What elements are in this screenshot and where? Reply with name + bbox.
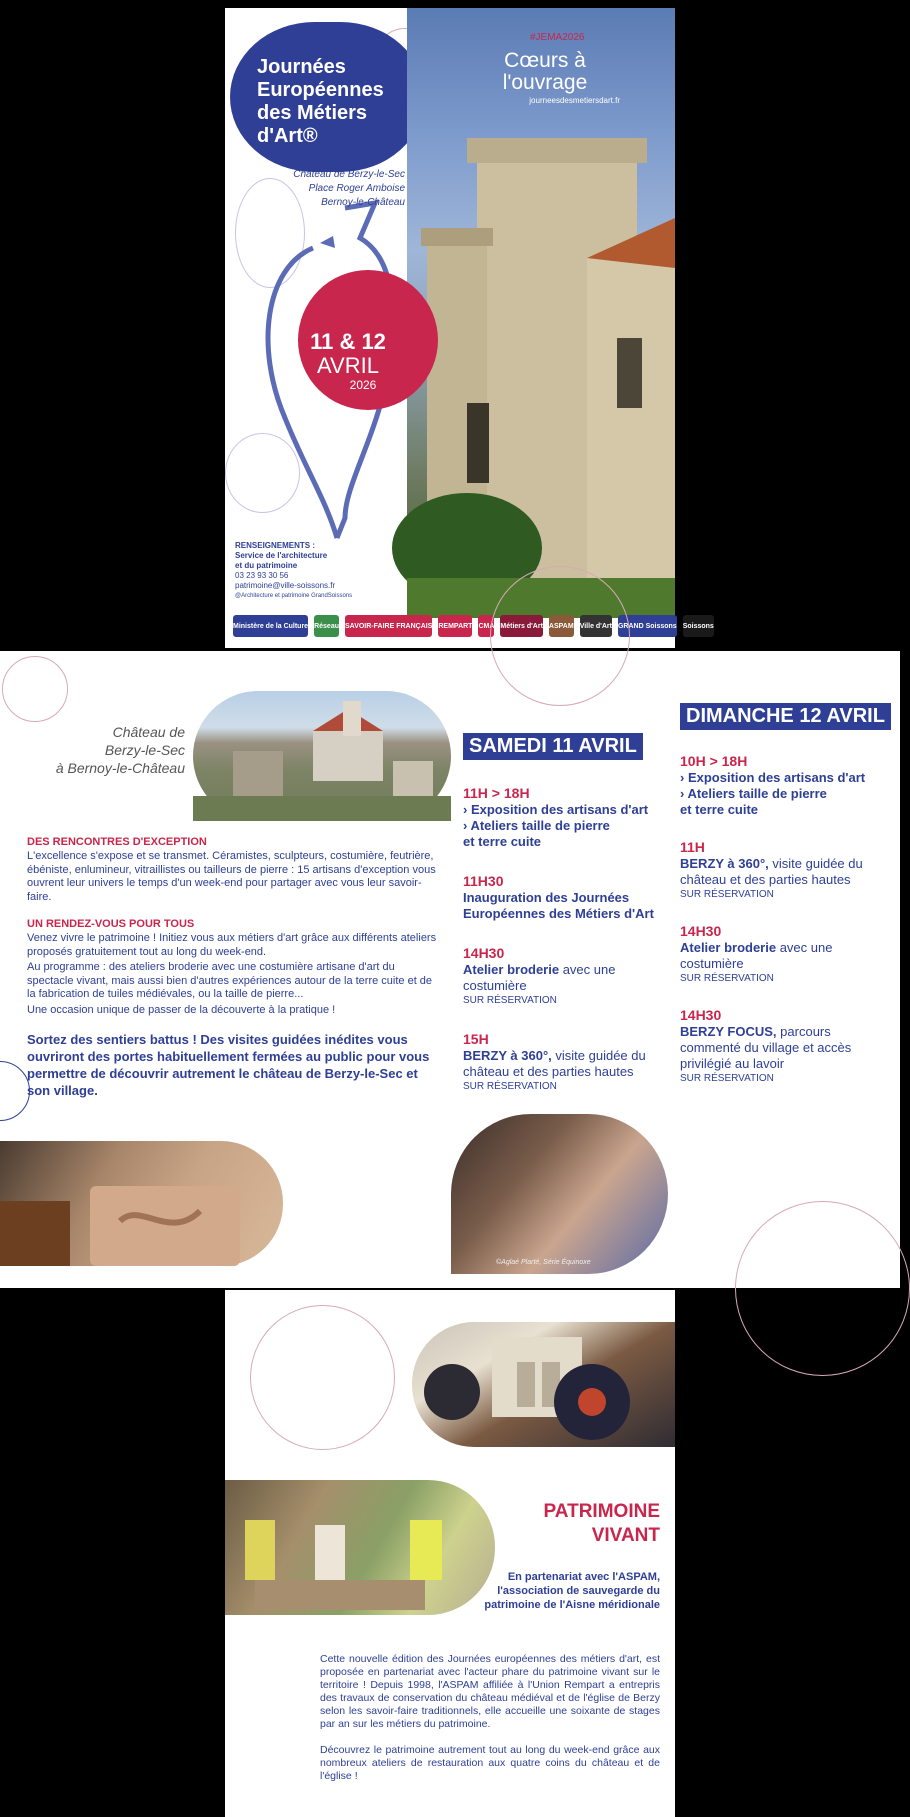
heritage-page <box>225 1290 675 1817</box>
address-line: Bernoy-le-Château <box>321 197 405 208</box>
event-line: › Ateliers taille de pierre <box>680 786 827 801</box>
contact-heading: Service de l'architecture <box>235 551 328 560</box>
event-detail: visite guidée du château et des parties hautes <box>463 1048 646 1079</box>
schedule-event <box>680 922 895 986</box>
contact-heading: et du patrimoine <box>235 561 298 570</box>
partner-logo: Ministère de la Culture <box>233 615 308 637</box>
event-line: et terre cuite <box>680 802 759 817</box>
event-line: › Exposition des artisans d'art <box>680 770 866 785</box>
event-time: 11H30 <box>463 873 504 889</box>
schedule-event <box>463 944 678 1008</box>
event-detail: avec une costumière <box>463 962 616 993</box>
caption-line: Château de <box>112 724 185 740</box>
caption-line: à Bernoy-le-Château <box>55 760 185 776</box>
title-line: Journées <box>257 56 346 78</box>
saturday-schedule <box>463 733 678 1116</box>
schedule-event <box>680 1006 895 1086</box>
event-time: 14H30 <box>680 1007 722 1023</box>
reservation-note: SUR RÉSERVATION <box>680 1073 774 1084</box>
heritage-body <box>320 1653 660 1796</box>
event-description <box>463 1048 678 1080</box>
contact-info <box>235 541 352 601</box>
title-line: PATRIMOINE <box>543 1501 660 1522</box>
castle-aerial-photo <box>193 691 451 821</box>
castle-caption <box>45 723 185 777</box>
partner-logo: SAVOIR-FAIRE FRANÇAIS <box>345 615 432 637</box>
partner-logo: REMPART <box>438 615 472 637</box>
decorative-circle <box>0 1061 30 1121</box>
website-link[interactable]: journeesdesmetiersdart.fr <box>529 96 620 105</box>
title-line: Européennes <box>257 79 384 101</box>
intro-column <box>27 836 442 1101</box>
section-heading: UN RENDEZ-VOUS POUR TOUS <box>27 918 195 930</box>
decorative-circle <box>250 1305 395 1450</box>
section-text: Au programme : des ateliers broderie avec une costumière artisane d'art du spectacle vivant, mais aussi bien d'autres expériences autour de la terre cuite et de la fabrication de tuiles médiévales, ou la taille de pierre... <box>27 961 433 1000</box>
saturday-events <box>463 784 678 1094</box>
address-line: Place Roger Amboise <box>308 183 405 194</box>
body-paragraph: Découvrez le patrimoine autrement tout au long du week-end grâce aux nombreux ateliers de restauration aux quatre coins du château et de l'église ! <box>320 1744 660 1782</box>
contact-social[interactable]: @Architecture et patrimoine GrandSoissons <box>235 593 353 599</box>
date-year: 2026 <box>349 378 377 392</box>
day-title: SAMEDI 11 AVRIL <box>463 733 643 760</box>
partner-logo: Ville d'Art <box>580 615 612 637</box>
event-name: BERZY à 360°, <box>463 1048 552 1063</box>
tile-illustration <box>0 1141 283 1266</box>
event-line: et terre cuite <box>463 834 542 849</box>
contact-email[interactable]: patrimoine@ville-soissons.fr <box>235 581 336 590</box>
partner-logo: Soissons <box>683 615 714 637</box>
title-line: VIVANT <box>591 1525 660 1546</box>
contact-phone[interactable]: 03 23 93 30 56 <box>235 571 289 580</box>
day-title: DIMANCHE 12 AVRIL <box>680 703 891 730</box>
event-description <box>680 940 895 972</box>
decorative-circle <box>2 656 68 722</box>
event-description <box>680 856 895 888</box>
event-time: 11H > 18H <box>463 785 530 801</box>
event-time: 10H > 18H <box>680 753 748 769</box>
venue-address <box>245 168 405 210</box>
partner-logo: ASPAM <box>549 615 574 637</box>
event-line: › Exposition des artisans d'art <box>463 802 649 817</box>
event-time: 14H30 <box>680 923 722 939</box>
title-line: d'Art® <box>257 125 318 147</box>
event-name: Atelier broderie <box>463 962 560 977</box>
body-paragraph: Cette nouvelle édition des Journées européennes des métiers d'art, est proposée en partenariat avec l'acteur phare du patrimoine vivant sur le territoire ! Depuis 1998, l'ASPAM affiliée à l'Union Rempart a entrepris des travaux de conservation du château médiéval et de l'église de Berzy selon les savoir-faire traditionnels, elle accueille une soixante de stages par an sur les métiers du patrimoine. <box>320 1653 660 1730</box>
cover-page <box>225 8 714 648</box>
event-detail: visite guidée du château et des parties hautes <box>680 856 863 887</box>
event-title <box>257 56 384 148</box>
event-time: 11H <box>680 839 705 855</box>
schedule-event <box>463 872 678 922</box>
schedule-event <box>463 784 678 850</box>
caption-line: Berzy-le-Sec <box>104 742 185 758</box>
section-text: L'excellence s'expose et se transmet. Céramistes, sculpteurs, costumière, feutrière, ébéniste, enlumineur, vitraillistes ou tailleurs de pierre : 15 artisans d'exception vous ouvrent leur univers le temps d'un week-end pour partager avec vous leur savoir-faire. <box>27 850 436 903</box>
address-line: Château de Berzy-le-Sec <box>293 169 405 180</box>
event-time: 14H30 <box>463 945 505 961</box>
section-text: Venez vivre le patrimoine ! Initiez vous aux métiers d'art grâce aux différents ateliers proposés gratuitement tout au long du week-end. <box>27 932 437 958</box>
tagline: Cœurs à l'ouvrage <box>502 49 588 94</box>
event-name: BERZY FOCUS, <box>680 1024 777 1039</box>
event-description <box>680 1024 895 1072</box>
photo-credit: ©Aglaé Plarté, Série Équinoxe <box>496 1259 591 1266</box>
partner-logo: Réseau <box>314 615 339 637</box>
event-name: Atelier broderie <box>680 940 777 955</box>
reservation-note: SUR RÉSERVATION <box>680 973 774 984</box>
title-line: des Métiers <box>257 102 368 124</box>
program-page <box>0 651 900 1288</box>
hashtag: #JEMA2026 <box>530 32 585 43</box>
village-illustration <box>193 691 451 821</box>
decorative-circle <box>735 1201 910 1376</box>
workshop-illustration <box>412 1322 675 1447</box>
contact-heading: RENSEIGNEMENTS : <box>235 541 316 550</box>
date-badge <box>298 270 438 410</box>
sunday-events <box>680 752 895 1086</box>
stone-workshop-photo <box>412 1322 675 1447</box>
sunday-schedule <box>680 703 895 1106</box>
section-heading: DES RENCONTRES D'EXCEPTION <box>27 836 207 848</box>
schedule-event <box>463 1030 678 1094</box>
highlight-text: Sortez des sentiers battus ! Des visites guidées inédites vous ouvriront des portes habituellement fermées au public pour vous permettre de découvrir autrement le château de Berzy-le-Sec et son village. <box>27 1032 430 1098</box>
event-detail: avec une costumière <box>680 940 833 971</box>
date-days: 11 & 12 <box>310 329 386 354</box>
event-line: › Ateliers taille de pierre <box>463 818 610 833</box>
partner-logo: GRAND Soissons <box>618 615 677 637</box>
reservation-note: SUR RÉSERVATION <box>463 995 557 1006</box>
partner-logo: CMA <box>478 615 494 637</box>
schedule-event <box>680 752 895 818</box>
reservation-note: SUR RÉSERVATION <box>680 889 774 900</box>
partnership-text: En partenariat avec l'ASPAM, l'association de sauvegarde du patrimoine de l'Aisne méridionale <box>484 1571 660 1611</box>
event-line: Inauguration des Journées <box>463 890 630 905</box>
decorative-circle <box>490 566 630 706</box>
event-detail: parcours commenté du village et accès privilégié au lavoir <box>680 1024 852 1071</box>
embroidery-workshop-photo <box>451 1114 668 1274</box>
terracotta-tile-photo <box>0 1141 283 1266</box>
reservation-note: SUR RÉSERVATION <box>463 1081 557 1092</box>
event-name: BERZY à 360°, <box>680 856 769 871</box>
event-line: Européennes des Métiers d'Art <box>463 906 654 921</box>
date-month: AVRIL <box>317 353 379 378</box>
section-text: Une occasion unique de passer de la découverte à la pratique ! <box>27 1003 336 1016</box>
event-description <box>463 962 678 994</box>
heritage-title <box>465 1500 660 1548</box>
partner-logo: Métiers d'Art <box>500 615 543 637</box>
schedule-event <box>680 838 895 902</box>
event-time: 15H <box>463 1031 489 1047</box>
